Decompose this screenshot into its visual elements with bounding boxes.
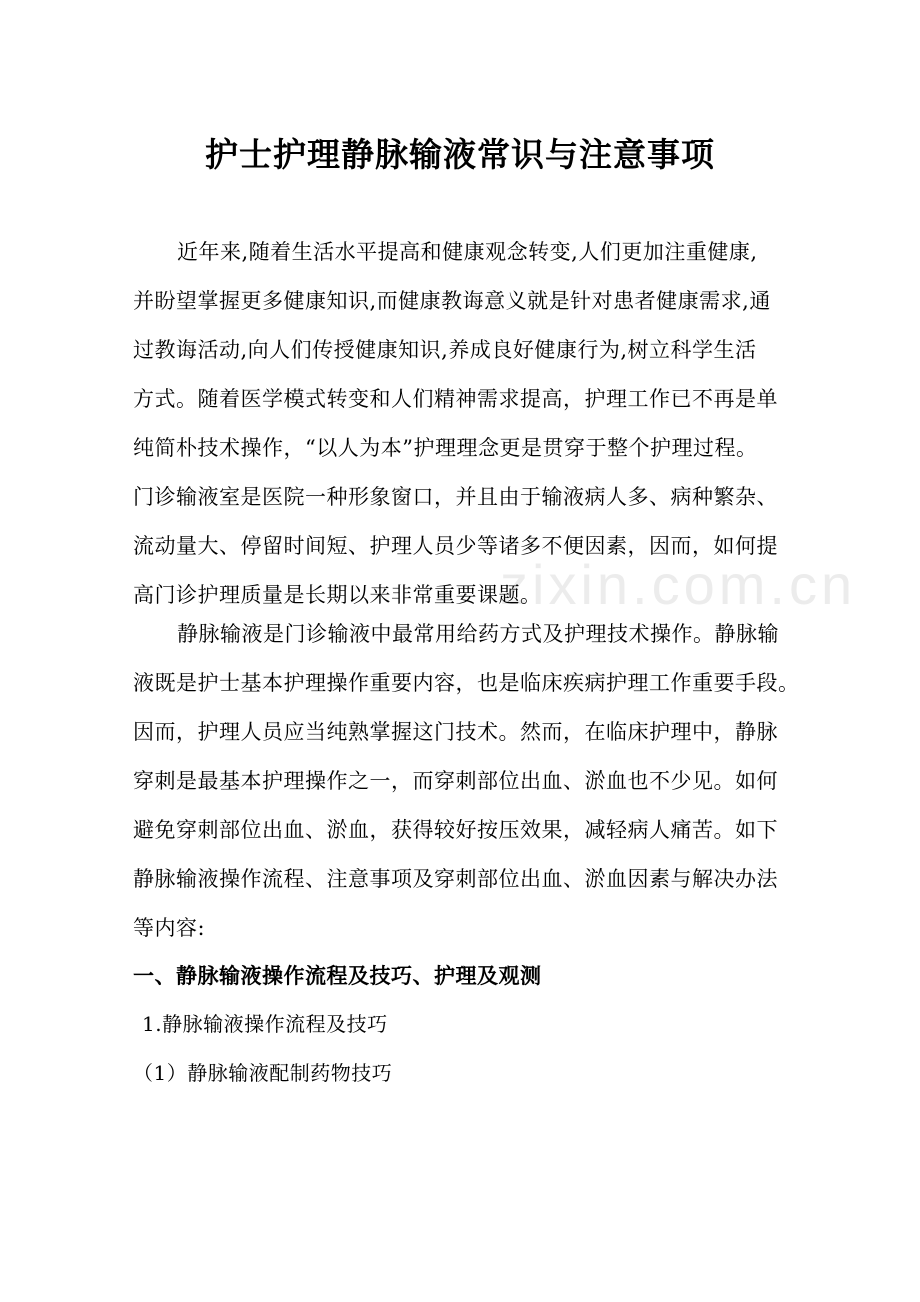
paragraph-line: 门诊输液室是医院一种形象窗口，并且由于输液病人多、病种繁杂、 xyxy=(133,485,778,509)
document-title: 护士护理静脉输液常识与注意事项 xyxy=(205,135,715,174)
paragraph-line: 穿刺是最基本护理操作之一，而穿刺部位出血、淤血也不少见。如何 xyxy=(133,769,778,793)
paragraph-line: 因而，护理人员应当纯熟掌握这门技术。然而，在临床护理中，静脉 xyxy=(133,720,778,744)
paragraph-line: 避免穿刺部位出血、淤血，获得较好按压效果，减轻病人痛苦。如下 xyxy=(133,818,778,842)
paragraph-line: 液既是护士基本护理操作重要内容，也是临床疾病护理工作重要手段。 xyxy=(133,671,800,695)
paragraph-line: 过教诲活动,向人们传授健康知识,养成良好健康行为,树立科学生活 xyxy=(133,338,757,362)
watermark: zixin.com.cn xyxy=(500,553,857,616)
paragraph-line: 近年来,随着生活水平提高和健康观念转变,人们更加注重健康, xyxy=(177,240,758,264)
paragraph-line: 流动量大、停留时间短、护理人员少等诸多不便因素，因而，如何提 xyxy=(133,534,778,558)
paragraph-line: 静脉输液操作流程、注意事项及穿刺部位出血、淤血因素与解决办法 xyxy=(133,867,778,891)
section-heading: 一、静脉输液操作流程及技巧、护理及观测 xyxy=(133,963,542,988)
paragraph-line: 并盼望掌握更多健康知识,而健康教诲意义就是针对患者健康需求,通 xyxy=(133,289,771,313)
paragraph-line: 高门诊护理质量是长期以来非常重要课题。 xyxy=(133,583,542,607)
subsubsection-heading: （1）静脉输液配制药物技巧 xyxy=(133,1061,393,1085)
paragraph-line: 等内容: xyxy=(133,916,206,940)
subsection-heading: 1.静脉输液操作流程及技巧 xyxy=(142,1012,388,1036)
paragraph-line: 纯简朴技术操作，“以人为本”护理理念更是贯穿于整个护理过程。 xyxy=(133,436,758,460)
intro-paragraph xyxy=(133,228,793,620)
infusion-paragraph xyxy=(133,610,800,953)
paragraph-line: 静脉输液是门诊输液中最常用给药方式及护理技术操作。静脉输 xyxy=(177,622,779,646)
paragraph-line: 方式。随着医学模式转变和人们精神需求提高，护理工作已不再是单 xyxy=(133,387,778,411)
